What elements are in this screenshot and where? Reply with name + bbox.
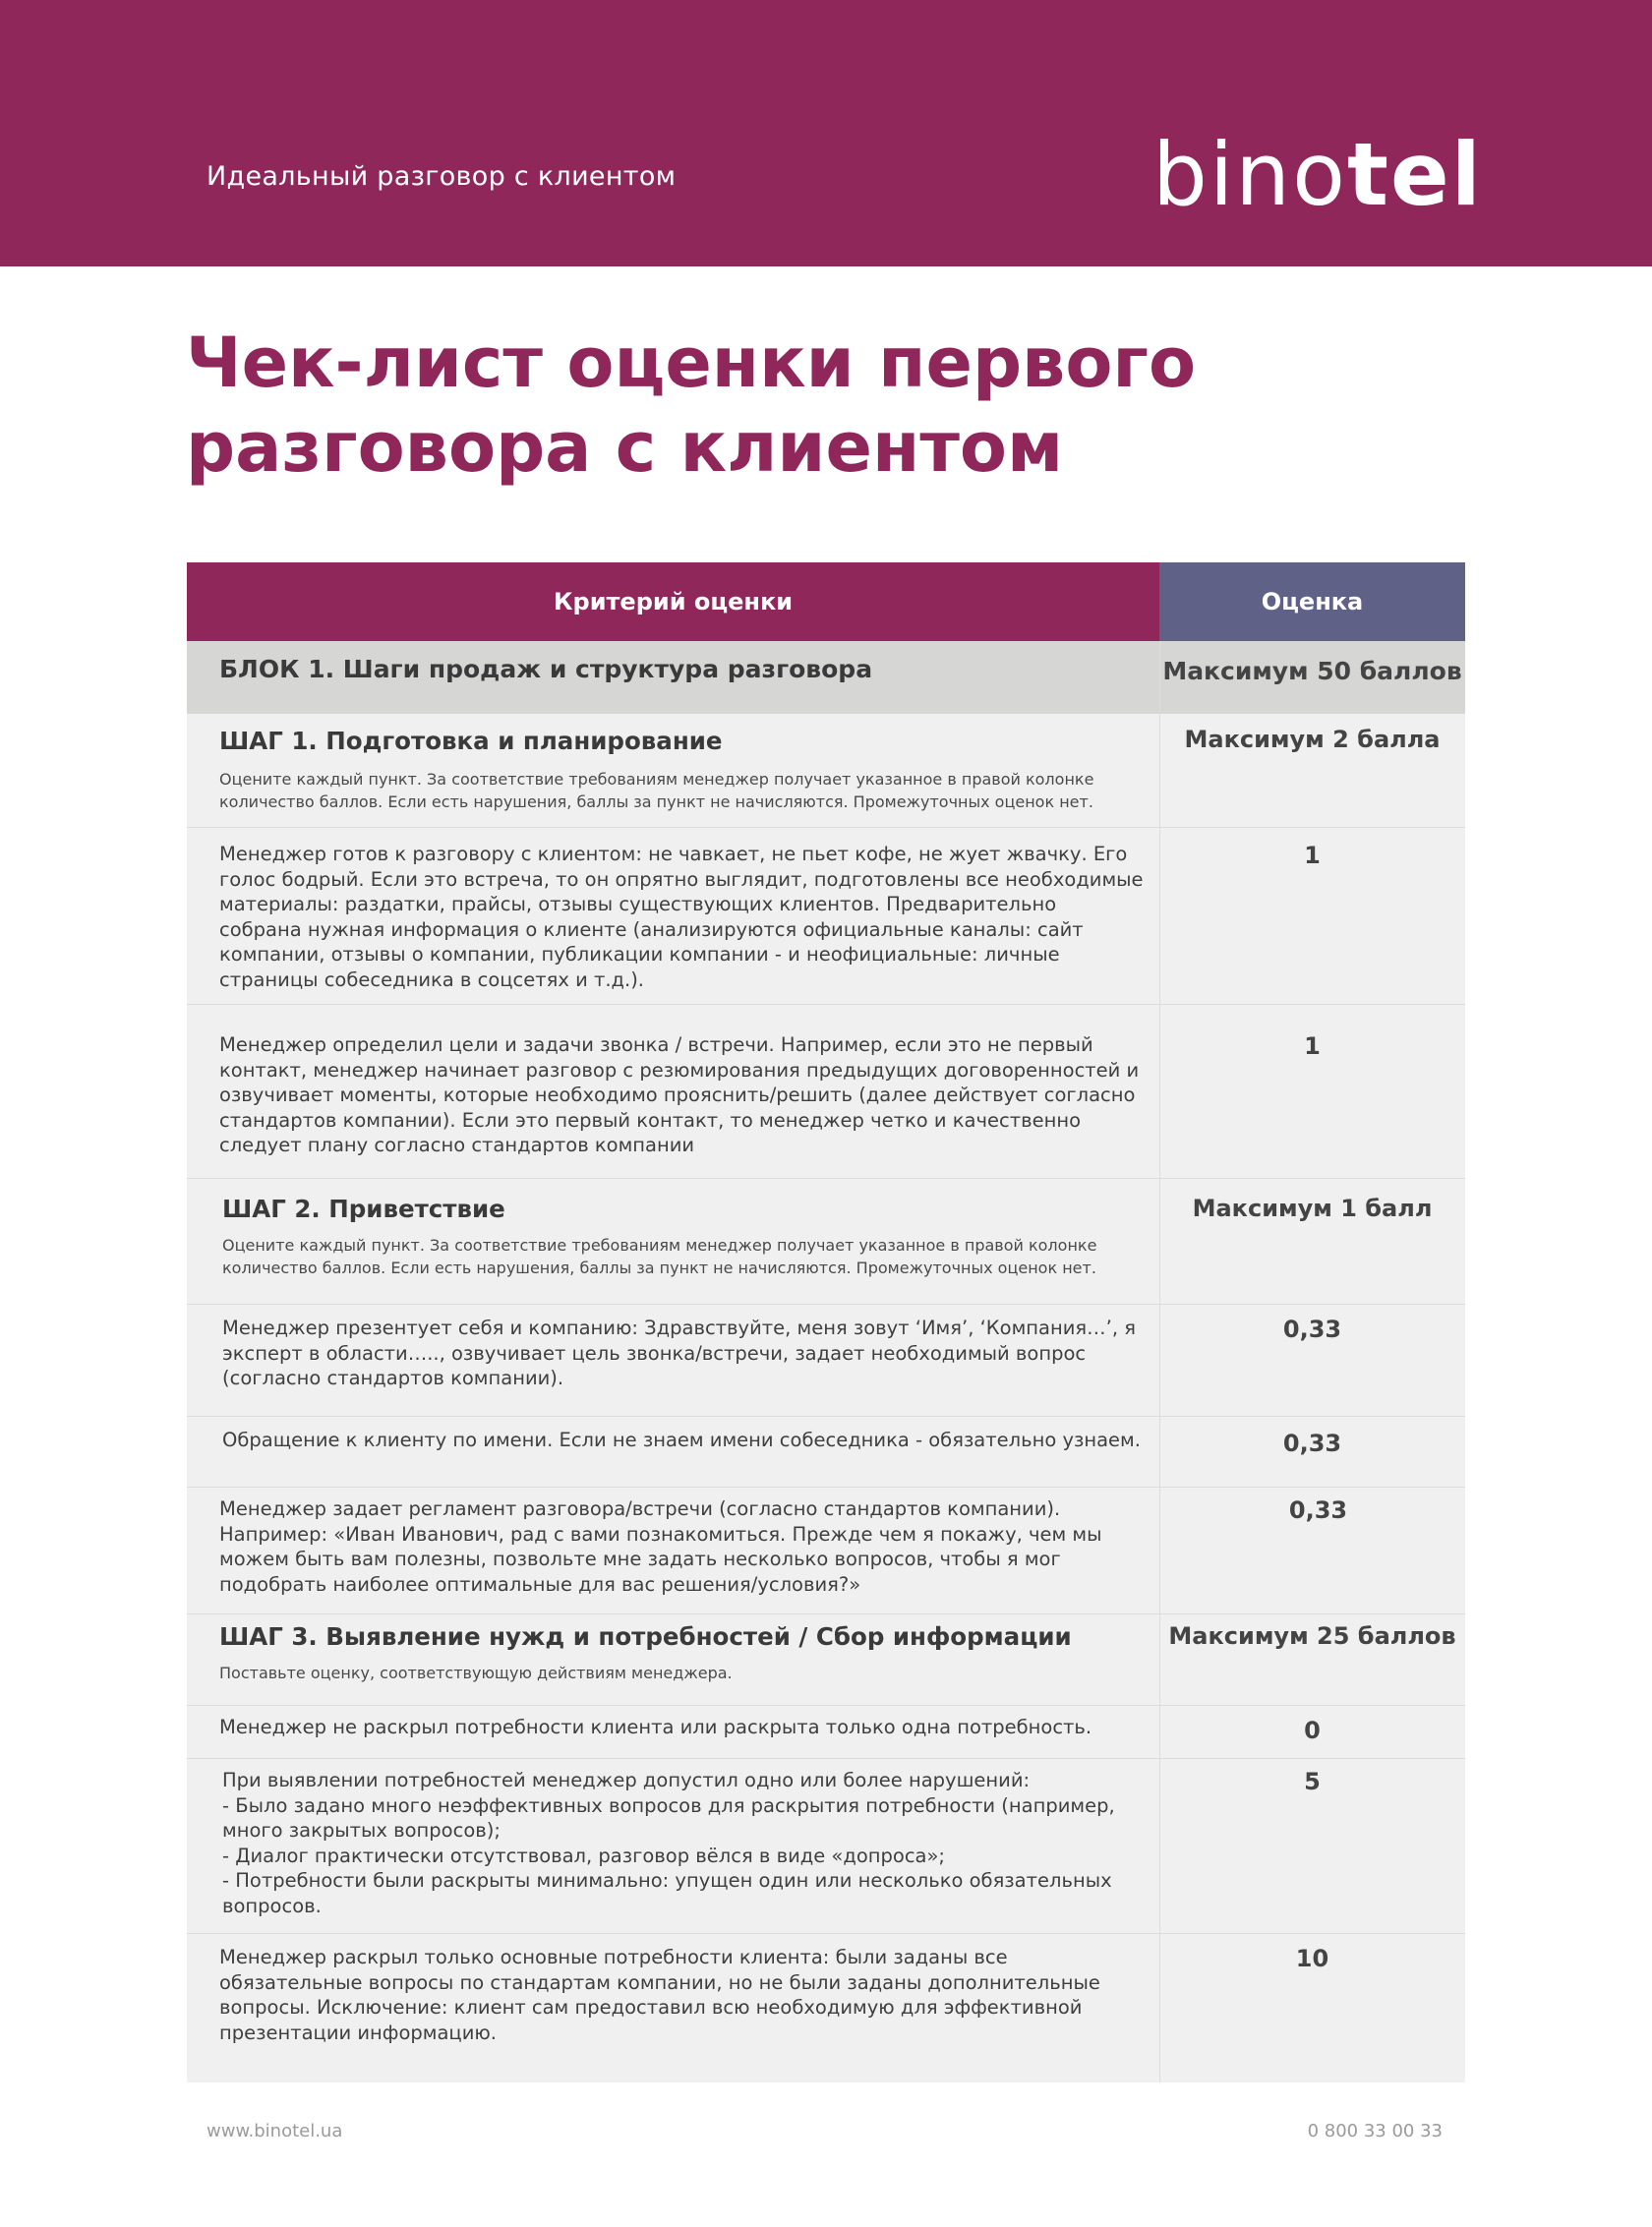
row-score: 0,33 bbox=[1282, 1316, 1342, 1343]
row-score: 0 bbox=[1304, 1717, 1321, 1744]
column-header-criterion: Критерий оценки bbox=[187, 562, 1159, 641]
table-row: Менеджер готов к разговору с клиентом: не чавкает, не пьет кофе, не жует жвачку. Его голос бодрый. Если это встреча, то он опрятно выглядит, подготовлены все необходимые материалы: раздатки, прайсы, отзывы существующих клиентов. Предварительно собрана нужная информация о клиенте (анализируются официальные каналы: сайт компании, отзывы о компании, публикации компании - и неофициальные: личные страницы собеседника в соцсетях и т.д.). bbox=[219, 843, 1144, 991]
row-divider bbox=[187, 827, 1465, 828]
table-row: Менеджер определил цели и задачи звонка / встречи. Например, если это не первый контакт, менеджер начинает разговор с резюмирования предыдущих договоренностей и озвучивает моменты, которые необходимо прояснить/решить (далее действует согласно стандартов компании). Если это первый контакт, то менеджер четко и качественно следует плану согласно стандартов компании bbox=[219, 1033, 1140, 1156]
block-header-row bbox=[187, 641, 1465, 714]
row-divider bbox=[187, 1416, 1465, 1417]
step1-max-score: Максимум 2 балла bbox=[1184, 726, 1441, 753]
logo-bold-part: tel bbox=[1346, 124, 1483, 225]
step1-header bbox=[219, 727, 1144, 813]
block-max-score: Максимум 50 баллов bbox=[1162, 657, 1462, 685]
step2-note: Оцените каждый пункт. За соответствие требованиям менеджер получает указанное в правой колонке количество баллов. Если есть нарушения, баллы за пункт не начисляются. Промежуточных оценок нет. bbox=[222, 1236, 1097, 1277]
step3-header bbox=[219, 1622, 1144, 1684]
step1-title: ШАГ 1. Подготовка и планирование bbox=[219, 727, 723, 755]
logo-light-part: bino bbox=[1152, 124, 1347, 225]
row-divider bbox=[187, 1705, 1465, 1706]
row-divider bbox=[187, 1758, 1465, 1759]
step2-header bbox=[222, 1195, 1147, 1279]
row-score: 0,33 bbox=[1282, 1430, 1342, 1457]
header-subtitle: Идеальный разговор с клиентом bbox=[206, 161, 677, 192]
row-divider bbox=[187, 1004, 1465, 1005]
step3-title: ШАГ 3. Выявление нужд и потребностей / Сбор информации bbox=[219, 1622, 1072, 1651]
evaluation-table bbox=[187, 562, 1465, 2082]
row-divider bbox=[187, 1178, 1465, 1179]
row-divider bbox=[187, 1613, 1465, 1614]
page-title: Чек-лист оценки первого разговора с клиентом bbox=[186, 322, 1197, 488]
step1-note: Оцените каждый пункт. За соответствие требованиям менеджер получает указанное в правой колонке количество баллов. Если есть нарушения, баллы за пункт не начисляются. Промежуточных оценок нет. bbox=[219, 770, 1094, 811]
row-divider bbox=[187, 1933, 1465, 1934]
row-divider bbox=[187, 1487, 1465, 1488]
footer-phone: 0 800 33 00 33 bbox=[1307, 2121, 1443, 2141]
column-header-score: Оценка bbox=[1159, 562, 1465, 641]
block-title: БЛОК 1. Шаги продаж и структура разговора bbox=[219, 655, 873, 683]
step3-max-score: Максимум 25 баллов bbox=[1168, 1622, 1456, 1650]
row-score: 1 bbox=[1304, 1032, 1321, 1060]
row-score: 0,33 bbox=[1288, 1496, 1348, 1524]
table-row: Менеджер презентует себя и компанию: Здравствуйте, меня зовут ‘Имя’, ‘Компания…’, я эксперт в области….., озвучивает цель звонка/встречи, задает необходимый вопрос (согласно стандартов компании). bbox=[222, 1317, 1136, 1389]
footer-website: www.binotel.ua bbox=[206, 2121, 343, 2141]
row-divider bbox=[187, 1304, 1465, 1305]
binotel-logo bbox=[1152, 124, 1483, 225]
row-score: 10 bbox=[1295, 1945, 1329, 1972]
step2-title: ШАГ 2. Приветствие bbox=[222, 1195, 505, 1223]
table-row: Менеджер не раскрыл потребности клиента или раскрыта только одна потребность. bbox=[219, 1716, 1092, 1738]
row-score: 1 bbox=[1304, 842, 1321, 869]
table-row: Менеджер раскрыл только основные потребности клиента: были заданы все обязательные вопросы по стандартам компании, но не были заданы дополнительные вопросы. Исключение: клиент сам предоставил всю необходимую для эффективной презентации информацию. bbox=[219, 1946, 1100, 2044]
table-row: Обращение к клиенту по имени. Если не знаем имени собеседника - обязательно узнаем. bbox=[222, 1429, 1141, 1451]
page-header bbox=[0, 0, 1652, 266]
step2-max-score: Максимум 1 балл bbox=[1192, 1195, 1433, 1222]
step3-note: Поставьте оценку, соответствующую действиям менеджера. bbox=[219, 1664, 733, 1682]
table-row: Менеджер задает регламент разговора/встречи (согласно стандартов компании). Например: «Иван Иванович, рад с вами познакомиться. Прежде чем я покажу, чем мы можем быть вам полезны, позвольте мне задать несколько вопросов, чтобы я мог подобрать наиболее оптимальные для вас решения/условия?» bbox=[219, 1497, 1102, 1596]
table-row: При выявлении потребностей менеджер допустил одно или более нарушений: - Было задано много неэффективных вопросов для раскрытия потребности (например, много закрытых вопросов); - Диалог практически отсутствовал, разговор вёлся в виде «допроса»; - Потребности были раскрыты минимально: упущен один или несколько обязательных вопросов. bbox=[222, 1769, 1115, 1917]
row-score: 5 bbox=[1304, 1768, 1321, 1795]
